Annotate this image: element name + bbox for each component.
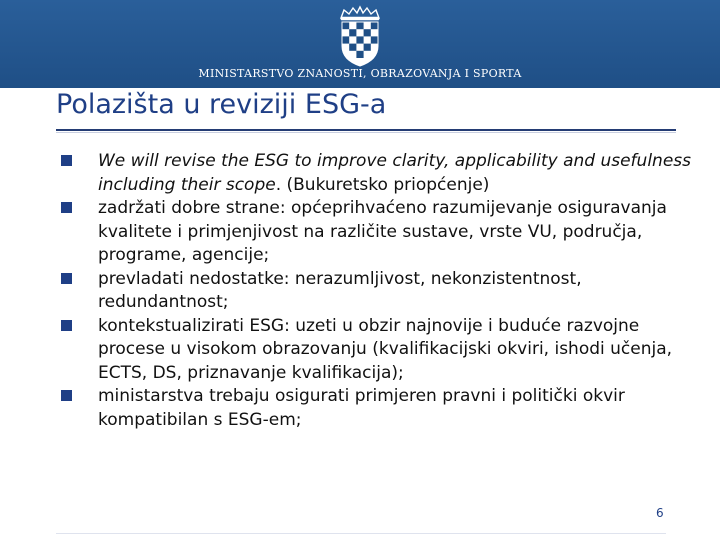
bullet-item-5 xyxy=(58,385,698,432)
bullet-item-2 xyxy=(58,197,698,268)
bullet-text: prevladati nedostatke: nerazumljivost, nekonzistentnost, redundantnost; xyxy=(98,268,582,312)
croatian-coat-of-arms-icon xyxy=(336,4,384,68)
bullet-text: zadržati dobre strane: općeprihvaćeno razumijevanje osiguravanja kvalitete i primjenjivost na različite sustave, vrste VU, područja, programe, agencije; xyxy=(98,198,667,265)
ministry-name: MINISTARSTVO ZNANOSTI, OBRAZOVANJA I SPORTA xyxy=(198,67,522,80)
title-divider xyxy=(56,129,676,131)
bullet-item-3 xyxy=(58,268,698,315)
bullet-text: ministarstva trebaju osigurati primjeren pravni i politički okvir kompatibilan s ESG-em; xyxy=(98,386,625,430)
bullet-item-4 xyxy=(58,315,698,386)
header-banner xyxy=(0,0,720,88)
footer-divider xyxy=(56,533,666,534)
square-bullet-icon xyxy=(61,390,72,401)
bullet-list xyxy=(58,150,698,432)
title-divider-shadow xyxy=(56,132,676,133)
bullet-text-source: . (Bukuretsko priopćenje) xyxy=(275,174,490,195)
square-bullet-icon xyxy=(61,273,72,284)
page-number: 6 xyxy=(656,506,664,520)
bullet-item-1 xyxy=(58,150,698,197)
square-bullet-icon xyxy=(61,202,72,213)
square-bullet-icon xyxy=(61,320,72,331)
slide-title: Polazišta u reviziji ESG-a xyxy=(56,89,387,120)
bullet-text-english: We will revise the ESG to improve clarity, applicability and usefulness including their scope xyxy=(98,151,691,195)
bullet-text: kontekstualizirati ESG: uzeti u obzir najnovije i buduće razvojne procese u visokom obrazovanju (kvalifikacijski okviri, ishodi učenja, ECTS, DS, priznavanje kvalifikacija); xyxy=(98,315,673,383)
square-bullet-icon xyxy=(61,155,72,166)
